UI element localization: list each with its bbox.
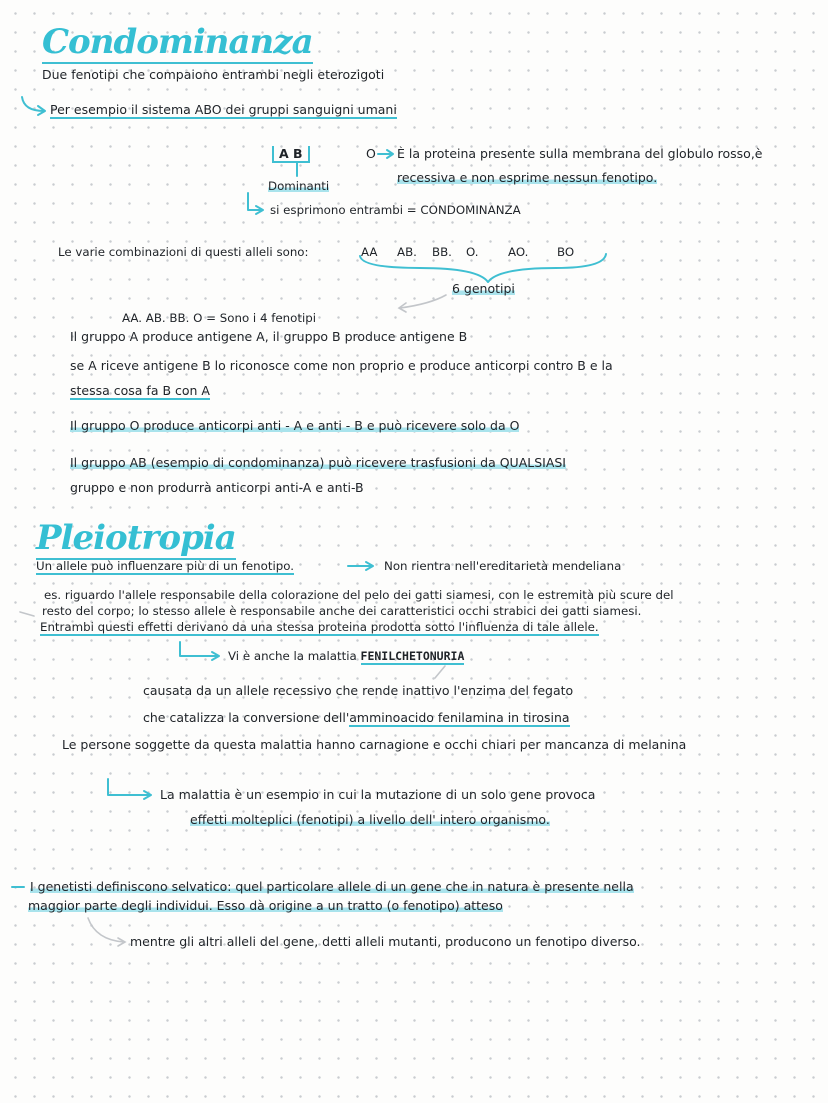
text-line: Entrambi questi effetti derivano da una stessa proteina prodotta sotto l'influenza di tale allele.	[40, 620, 599, 634]
text-line: Vi è anche la malattia FENILCHETONURIA	[228, 649, 465, 663]
text-line: mentre gli altri alleli del gene, detti alleli mutanti, producono un fenotipo diverso.	[130, 934, 641, 949]
text-line: effetti molteplici (fenotipi) a livello dell' intero organismo.	[190, 812, 550, 827]
genotype-o: O.	[466, 245, 479, 259]
genotype-ab: AB.	[397, 245, 417, 259]
text-line: causata da un allele recessivo che rende inattivo l'enzima del fegato	[143, 683, 574, 698]
text-line: che catalizza la conversione dell'amminoacido fenilamina in tirosina	[143, 710, 570, 725]
allele-ab-box: A B	[272, 146, 310, 162]
text-line: Il gruppo A produce antigene A, il gruppo B produce antigene B	[70, 329, 468, 344]
genotype-bb: BB.	[432, 245, 452, 259]
genotype-ao: AO.	[508, 245, 529, 259]
dominanti-label: Dominanti	[268, 179, 330, 193]
text-line: recessiva e non esprime nessun fenotipo.	[397, 170, 658, 185]
text-line: È la proteina presente sulla membrana del globulo rosso,è	[397, 146, 763, 161]
section-title-pleiotropia: Pleiotropia	[36, 518, 236, 558]
text-line: es. riguardo l'allele responsabile della colorazione del pelo dei gatti siamesi, con le estremità più scure del	[44, 588, 674, 602]
genotype-aa: AA	[361, 245, 378, 259]
text-line: maggior parte degli individui. Esso dà origine a un tratto (o fenotipo) atteso	[28, 898, 503, 913]
text-line: Il gruppo O produce anticorpi anti - A e anti - B e può ricevere solo da O	[70, 418, 520, 433]
text-line: AA. AB. BB. O = Sono i 4 fenotipi	[122, 311, 316, 325]
text-line: gruppo e non produrrà anticorpi anti-A e anti-B	[70, 480, 364, 495]
text-line: Le persone soggette da questa malattia hanno carnagione e occhi chiari per mancanza di melanina	[62, 737, 687, 752]
text-line: si esprimono entrambi = CONDOMINANZA	[270, 203, 521, 217]
text-line: stessa cosa fa B con A	[70, 383, 210, 398]
text-line: Un allele può influenzare più di un fenotipo.	[36, 559, 295, 573]
section-title-condominanza: Condominanza	[42, 22, 313, 62]
genotype-bo: BO	[557, 245, 575, 259]
text-line: Due fenotipi che compaiono entrambi negli eterozigoti	[42, 67, 385, 82]
disease-name: FENILCHETONURIA	[360, 649, 465, 663]
genotipi-label: 6 genotipi	[452, 281, 515, 296]
text-line: se A riceve antigene B lo riconosce come non proprio e produce anticorpi contro B e la	[70, 358, 613, 373]
text-line: I genetisti definiscono selvatico: quel particolare allele di un gene che in natura è presente nella	[30, 879, 634, 894]
combinazioni-label: Le varie combinazioni di questi alleli sono:	[58, 245, 309, 259]
text-line: resto del corpo; lo stesso allele è responsabile anche dei caratteristici occhi strabici dei gatti siamesi.	[42, 604, 642, 618]
text-line: Il gruppo AB (esempio di condominanza) può ricevere trasfusioni da QUALSIASI	[70, 455, 566, 470]
text-line: Non rientra nell'ereditarietà mendeliana	[384, 559, 622, 573]
text-line: La malattia è un esempio in cui la mutazione di un solo gene provoca	[160, 787, 596, 802]
allele-o-label: O	[366, 146, 376, 161]
text-line: Per esempio il sistema ABO dei gruppi sanguigni umani	[50, 102, 397, 117]
